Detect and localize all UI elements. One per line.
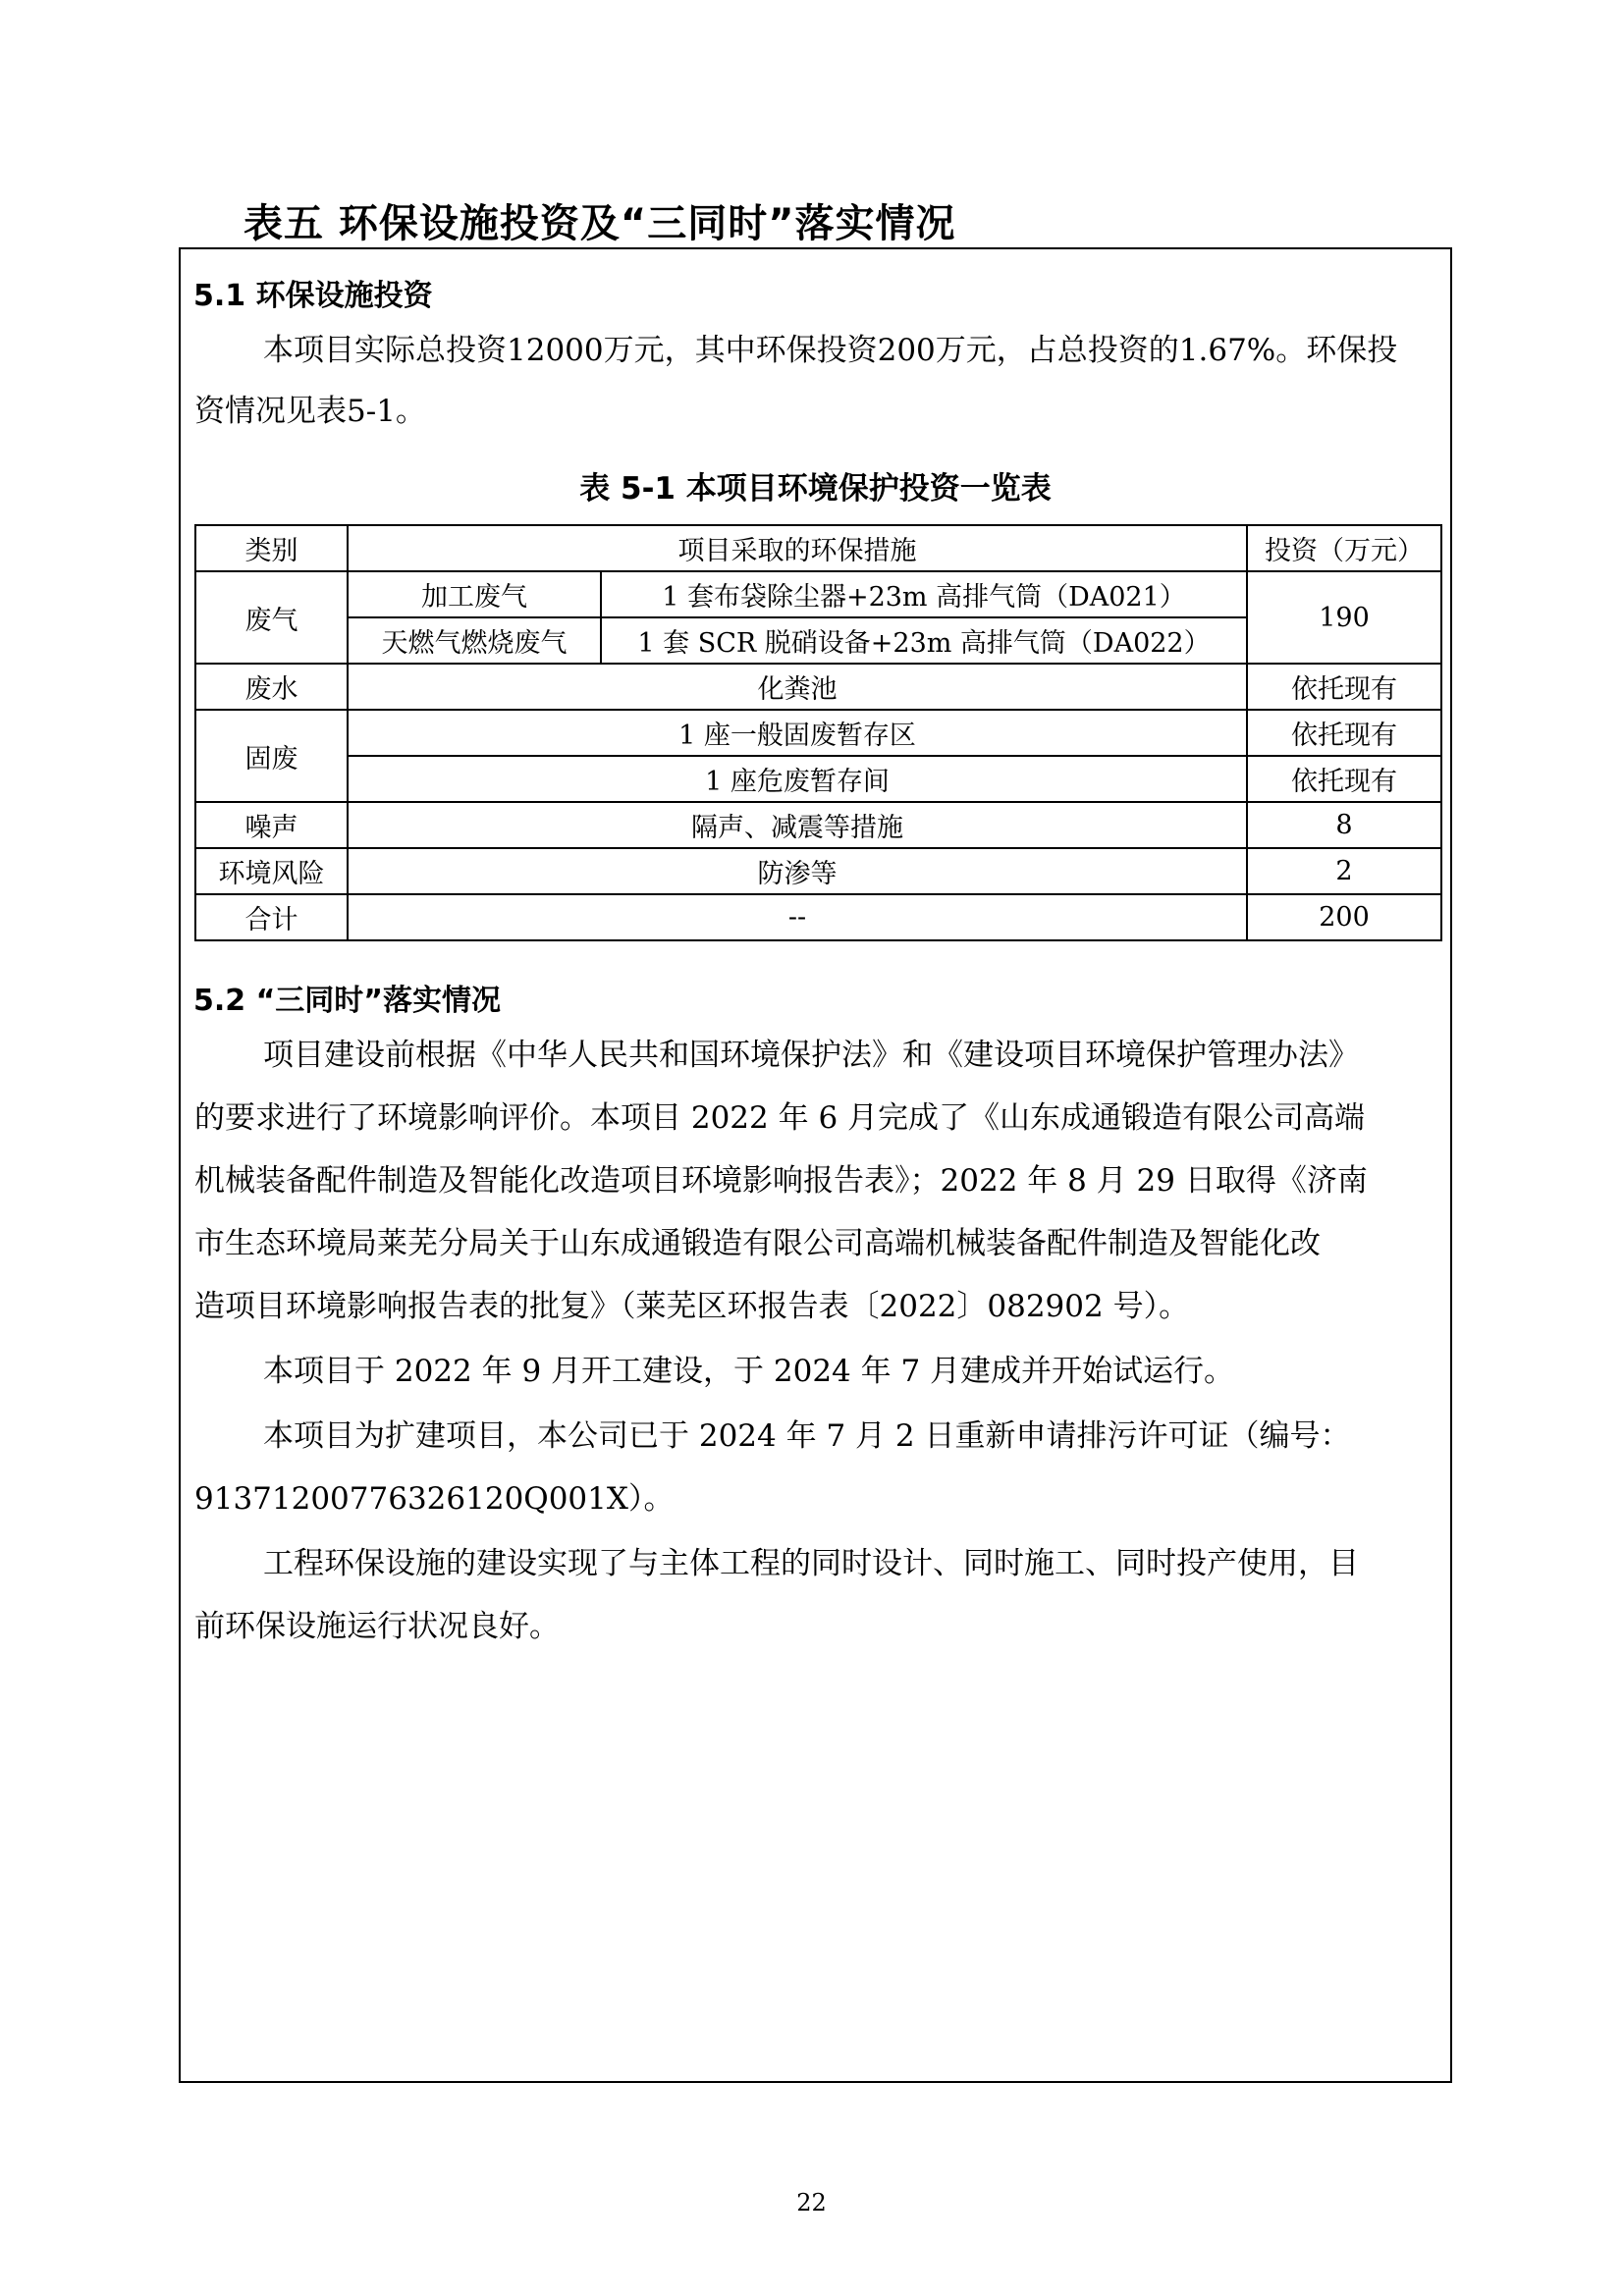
paragraph-line: 本项目于 2022 年 9 月开工建设，于 2024 年 7 月建成并开始试运行。 xyxy=(263,1354,1235,1389)
gas-investment-cell: 190 xyxy=(1247,571,1441,664)
solid-measure-cell: 1 座一般固废暂存区 xyxy=(348,710,1247,756)
table-row xyxy=(195,664,1441,710)
paragraph-line: 91371200776326120Q001X）。 xyxy=(194,1481,675,1517)
gas-measure-cell: 1 套 SCR 脱硝设备+23m 高排气筒（DA022） xyxy=(601,617,1247,664)
category-cell-risk: 环境风险 xyxy=(195,848,348,894)
category-cell-gas: 废气 xyxy=(195,571,348,664)
paragraph-line: 市生态环境局莱芜分局关于山东成通锻造有限公司高端机械装备配件制造及智能化改 xyxy=(194,1226,1321,1261)
table-row xyxy=(195,848,1441,894)
page-number: 22 xyxy=(796,2189,827,2216)
category-cell-noise: 噪声 xyxy=(195,802,348,848)
paragraph-line: 项目建设前根据《中华人民共和国环境保护法》和《建设项目环境保护管理办法》 xyxy=(263,1038,1359,1073)
content-frame xyxy=(179,247,1452,2083)
solid-measure-cell: 1 座危废暂存间 xyxy=(348,756,1247,802)
noise-measure-cell: 隔声、减震等措施 xyxy=(348,802,1247,848)
table-row xyxy=(195,894,1441,940)
investment-paragraph-line-2: 资情况见表5-1。 xyxy=(194,394,426,429)
paragraph-line: 工程环保设施的建设实现了与主体工程的同时设计、同时施工、同时投产使用，目 xyxy=(263,1546,1359,1581)
risk-measure-cell: 防渗等 xyxy=(348,848,1247,894)
gas-subtype-cell: 加工废气 xyxy=(348,571,601,617)
total-investment-cell: 200 xyxy=(1247,894,1441,940)
header-category: 类别 xyxy=(195,525,348,571)
paragraph-line: 本项目为扩建项目，本公司已于 2024 年 7 月 2 日重新申请排污许可证（编号： xyxy=(263,1418,1351,1454)
category-cell-total: 合计 xyxy=(195,894,348,940)
section-5-1-title: 5.1 环保设施投资 xyxy=(193,279,433,313)
noise-investment-cell: 8 xyxy=(1247,802,1441,848)
total-measure-cell: -- xyxy=(348,894,1247,940)
gas-measure-cell: 1 套布袋除尘器+23m 高排气筒（DA021） xyxy=(601,571,1247,617)
paragraph-line: 造项目环境影响报告表的批复》（莱芜区环报告表〔2022〕082902 号）。 xyxy=(194,1289,1190,1324)
table-row xyxy=(195,756,1441,802)
gas-subtype-cell: 天燃气燃烧废气 xyxy=(348,617,601,664)
water-investment-cell: 依托现有 xyxy=(1247,664,1441,710)
paragraph-line: 机械装备配件制造及智能化改造项目环境影响报告表》；2022 年 8 月 29 日取得《济南 xyxy=(194,1163,1368,1199)
paragraph-line: 的要求进行了环境影响评价。本项目 2022 年 6 月完成了《山东成通锻造有限公司高端 xyxy=(194,1100,1366,1136)
category-cell-solid: 固废 xyxy=(195,710,348,802)
investment-paragraph-line-1: 本项目实际总投资12000万元，其中环保投资200万元，占总投资的1.67%。环保投 xyxy=(263,333,1398,368)
page-heading: 表五 环保设施投资及“三同时”落实情况 xyxy=(243,201,956,246)
section-5-2-title: 5.2 “三同时”落实情况 xyxy=(193,984,502,1018)
table-row xyxy=(195,710,1441,756)
table-row xyxy=(195,571,1441,617)
solid-investment-cell: 依托现有 xyxy=(1247,756,1441,802)
investment-table xyxy=(194,524,1442,941)
solid-investment-cell: 依托现有 xyxy=(1247,710,1441,756)
water-measure-cell: 化粪池 xyxy=(348,664,1247,710)
header-investment: 投资（万元） xyxy=(1247,525,1441,571)
risk-investment-cell: 2 xyxy=(1247,848,1441,894)
category-cell-water: 废水 xyxy=(195,664,348,710)
table-row xyxy=(195,802,1441,848)
header-measures: 项目采取的环保措施 xyxy=(348,525,1247,571)
table-header-row xyxy=(195,525,1441,571)
table-caption: 表 5-1 本项目环境保护投资一览表 xyxy=(579,471,1052,507)
paragraph-line: 前环保设施运行状况良好。 xyxy=(194,1609,560,1644)
